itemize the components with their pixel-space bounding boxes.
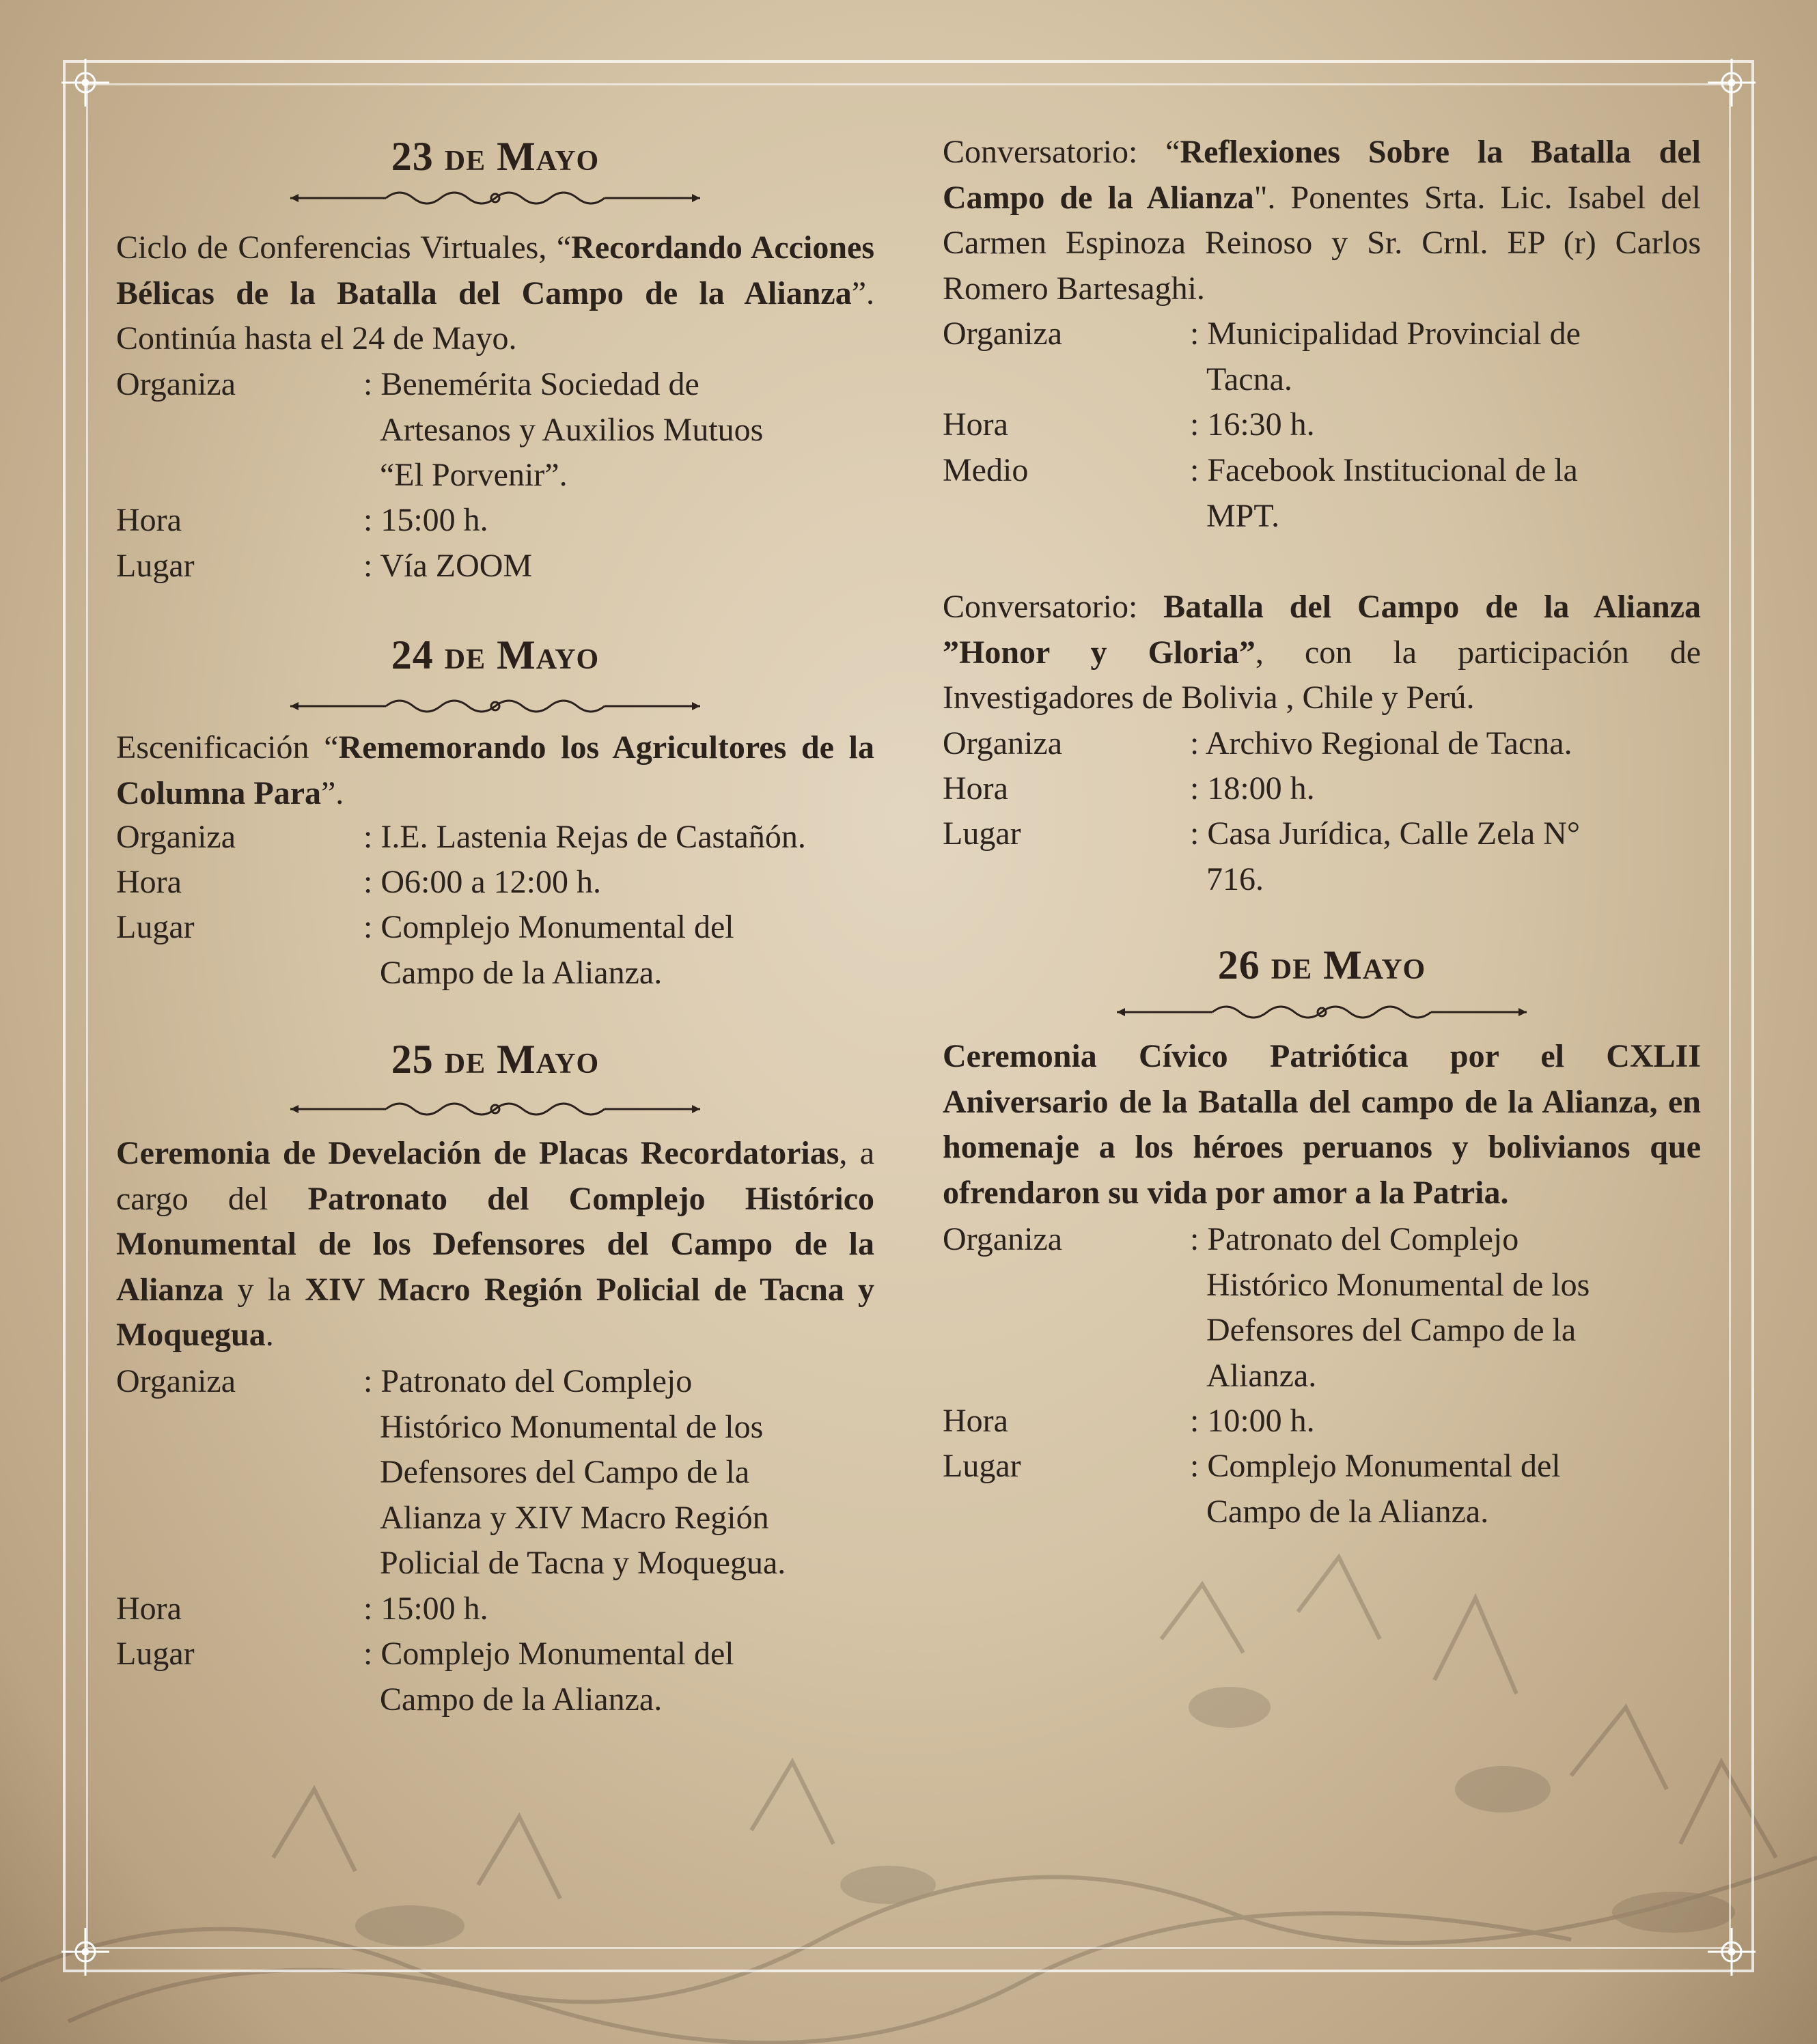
hora-label: Hora (943, 406, 1008, 443)
organiza-label: Organiza (943, 1221, 1063, 1257)
event-24-description (116, 725, 874, 816)
event-title: Ceremonia Cívico Patriótica por el CXLII Aniversario de la Batalla del campo de la Alianza, en homenaje a los héroes peruanos y bolivianos que ofrendaron su vida por amor a la Patria. (943, 1038, 1701, 1211)
medio-label: Medio (943, 452, 1029, 488)
event-title: Reflexiones Sobre la Batalla del Campo de la Alianza (943, 134, 1701, 216)
text-segment: , a cargo del (116, 1135, 874, 1217)
hora-value: : O6:00 a 12:00 h. (363, 864, 601, 900)
lugar-value: : Vía ZOOM (363, 548, 533, 584)
organiza-value (1190, 1217, 1709, 1399)
hora-value: : 16:30 h. (1190, 406, 1315, 443)
value-line: MPT. (1206, 497, 1280, 534)
organiza-value (363, 1359, 883, 1586)
event-title: Ceremonia de Develación de Placas Recordatorias (116, 1135, 840, 1171)
lugar-label: Lugar (116, 548, 195, 584)
value-line: : Complejo Monumental del (1190, 1448, 1561, 1484)
heading-25-mayo: 25 de Mayo (391, 1037, 600, 1082)
value-line: : Benemérita Sociedad de (363, 366, 699, 402)
text-segment: ”. (321, 774, 344, 811)
text-segment: Conversatorio: (943, 589, 1164, 625)
ornamental-divider-icon (290, 1090, 700, 1117)
hora-label: Hora (116, 502, 182, 538)
value-line: : Complejo Monumental del (363, 909, 734, 945)
organiza-label: Organiza (116, 819, 236, 855)
text-segment: ”. Continúa hasta el 24 de Mayo. (116, 275, 874, 356)
organiza-value (1190, 311, 1709, 402)
event-25-description (116, 1131, 874, 1358)
organizer-name: Patronato del Complejo Histórico Monumental de los Defensores del Campo de la Alianza (116, 1180, 874, 1308)
organiza-value: : Archivo Regional de Tacna. (1190, 725, 1572, 761)
value-line: Policial de Tacna y Moquegua. (380, 1545, 786, 1581)
hora-label: Hora (943, 770, 1008, 807)
value-line: Tacna. (1206, 361, 1292, 397)
lugar-label: Lugar (116, 1636, 195, 1672)
corner-ornament-icon (55, 52, 116, 113)
value-line: : Facebook Institucional de la (1190, 452, 1578, 488)
ornamental-divider-icon (1117, 993, 1527, 1020)
organiza-label: Organiza (116, 366, 236, 402)
value-line: Campo de la Alianza. (380, 954, 663, 991)
lugar-label: Lugar (943, 815, 1021, 852)
corner-ornament-icon (1701, 1921, 1762, 1983)
value-line: : Patronato del Complejo (363, 1363, 693, 1399)
text-segment: . (265, 1317, 274, 1353)
lugar-value (363, 1632, 883, 1722)
value-line: Defensores del Campo de la (1206, 1312, 1577, 1348)
organiza-label: Organiza (943, 316, 1063, 352)
value-line: : Municipalidad Provincial de (1190, 316, 1581, 352)
hora-value: : 15:00 h. (363, 502, 488, 538)
event-title: Recordando Acciones Bélicas de la Batalla del Campo de la Alianza (116, 229, 874, 311)
value-line: Artesanos y Auxilios Mutuos (380, 411, 764, 448)
lugar-label: Lugar (943, 1448, 1021, 1484)
event-23-description (116, 225, 874, 362)
organiza-value (363, 362, 883, 499)
conversatorio-1-description (943, 130, 1701, 311)
corner-ornament-icon (55, 1921, 116, 1983)
value-line: Alianza. (1206, 1357, 1317, 1394)
value-line: : Casa Jurídica, Calle Zela N° (1190, 815, 1581, 852)
text-segment: ". Ponentes Srta. Lic. Isabel del Carmen Espinoza Reinoso y Sr. Crnl. EP (r) Carlos Romero Bartesaghi. (943, 179, 1701, 307)
value-line: : Complejo Monumental del (363, 1636, 734, 1672)
hora-label: Hora (116, 864, 182, 900)
event-26-description (943, 1034, 1701, 1216)
hora-value: : 18:00 h. (1190, 770, 1315, 807)
text-segment: Conversatorio: “ (943, 134, 1180, 170)
value-line: 716. (1206, 860, 1264, 897)
lugar-value (1190, 811, 1709, 902)
text-segment: Escenificación “ (116, 729, 339, 766)
ornamental-divider-icon (290, 687, 700, 714)
lugar-value (363, 905, 883, 996)
organiza-value: : I.E. Lastenia Rejas de Castañón. (363, 819, 806, 855)
hora-value: : 15:00 h. (363, 1591, 488, 1627)
ornamental-divider-icon (290, 179, 700, 206)
text-segment: y la (223, 1271, 305, 1308)
hora-label: Hora (116, 1591, 182, 1627)
text-segment: , con la participación de Investigadores de Bolivia , Chile y Perú. (943, 634, 1701, 716)
heading-24-mayo: 24 de Mayo (391, 632, 600, 677)
value-line: Defensores del Campo de la (380, 1454, 750, 1490)
corner-ornament-icon (1701, 52, 1762, 113)
heading-23-mayo: 23 de Mayo (391, 134, 600, 179)
value-line: “El Porvenir”. (380, 457, 568, 493)
organiza-label: Organiza (116, 1363, 236, 1399)
organizer-name: XIV Macro Región Policial de Tacna y Moquegua (116, 1271, 874, 1353)
value-line: Histórico Monumental de los (1206, 1266, 1590, 1303)
value-line: Histórico Monumental de los (380, 1408, 764, 1445)
text-segment: Ciclo de Conferencias Virtuales, “ (116, 229, 572, 266)
value-line: Campo de la Alianza. (1206, 1493, 1489, 1530)
heading-26-mayo: 26 de Mayo (1217, 942, 1426, 988)
hora-label: Hora (943, 1403, 1008, 1439)
conversatorio-2-description (943, 585, 1701, 721)
lugar-label: Lugar (116, 909, 195, 945)
event-title: Batalla del Campo de la Alianza ”Honor y Gloria” (943, 589, 1701, 671)
lugar-value (1190, 1444, 1709, 1535)
value-line: Campo de la Alianza. (380, 1681, 663, 1718)
hora-value: : 10:00 h. (1190, 1403, 1315, 1439)
value-line: : Patronato del Complejo (1190, 1221, 1519, 1257)
medio-value (1190, 448, 1709, 539)
organiza-label: Organiza (943, 725, 1063, 761)
event-title: Rememorando los Agricultores de la Columna Para (116, 729, 875, 811)
value-line: Alianza y XIV Macro Región (380, 1499, 769, 1536)
